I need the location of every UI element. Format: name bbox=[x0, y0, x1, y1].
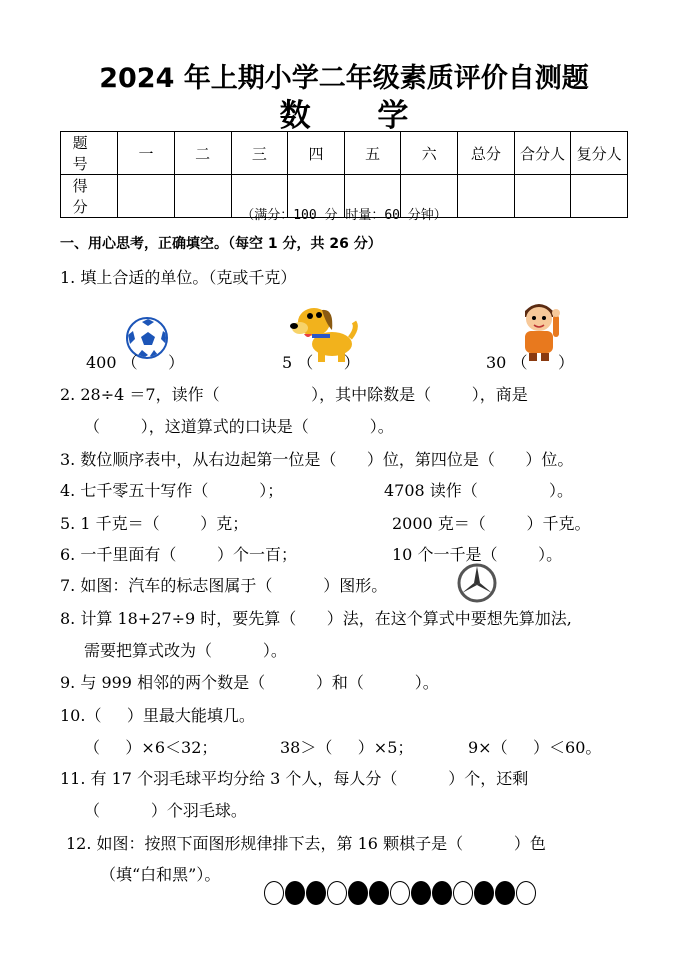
question-4-b: 4708 读作（ ）。 bbox=[384, 481, 574, 500]
white-bead-icon bbox=[516, 881, 536, 905]
score-header-cell: 题 号 bbox=[61, 132, 118, 175]
question-2: 2. 28÷4 ＝7，读作（ ），其中除数是（ ），商是 bbox=[60, 385, 528, 404]
score-row-label: 得 分 bbox=[61, 175, 118, 218]
score-header-cell: 三 bbox=[231, 132, 288, 175]
black-bead-icon bbox=[495, 881, 515, 905]
score-header-cell: 二 bbox=[174, 132, 231, 175]
score-header-cell: 合分人 bbox=[514, 132, 571, 175]
section-heading: 一、用心思考，正确填空。（每空 1 分，共 26 分） bbox=[60, 236, 382, 252]
exam-title: 2024 年上期小学二年级素质评价自测题 bbox=[99, 63, 589, 94]
question-9: 9. 与 999 相邻的两个数是（ ）和（ ）。 bbox=[60, 673, 439, 692]
black-bead-icon bbox=[369, 881, 389, 905]
question-6-b: 10 个一千是（ ）。 bbox=[392, 545, 563, 564]
score-header-cell: 五 bbox=[344, 132, 401, 175]
q1-item: 5 （ ） bbox=[282, 353, 360, 372]
score-header-row bbox=[61, 132, 628, 175]
exam-note: （满分：100 分 时量：60 分钟） bbox=[241, 208, 447, 223]
bead-pattern bbox=[264, 881, 536, 905]
question-8: 8. 计算 18+27÷9 时，要先算（ ）法，在这个算式中要想先算加法, bbox=[60, 609, 572, 628]
question-8-cont: 需要把算式改为（ ）。 bbox=[84, 641, 287, 660]
question-11: 11. 有 17 个羽毛球平均分给 3 个人，每人分（ ）个，还剩 bbox=[60, 769, 529, 788]
question-1: 1. 填上合适的单位。（克或千克） bbox=[60, 268, 297, 287]
car-logo-icon bbox=[455, 563, 499, 603]
white-bead-icon bbox=[264, 881, 284, 905]
q1-item: 30 （ ） bbox=[486, 353, 574, 372]
q10-item: （ ）×6＜32； bbox=[84, 738, 218, 757]
q10-item: 38＞（ ）×5； bbox=[280, 738, 414, 757]
question-12: 12. 如图：按照下面图形规律排下去，第 16 颗棋子是（ ）色 bbox=[66, 834, 546, 853]
question-10: 10.（ ）里最大能填几。 bbox=[60, 706, 255, 725]
question-7: 7. 如图：汽车的标志图属于（ ）图形。 bbox=[60, 576, 388, 595]
black-bead-icon bbox=[306, 881, 326, 905]
white-bead-icon bbox=[327, 881, 347, 905]
black-bead-icon bbox=[432, 881, 452, 905]
question-5-b: 2000 克＝（ ）千克。 bbox=[392, 514, 591, 533]
question-5: 5. 1 千克＝（ ）克； bbox=[60, 514, 249, 533]
question-4: 4. 七千零五十写作（ ）； bbox=[60, 481, 284, 500]
question-6: 6. 一千里面有（ ）个一百； bbox=[60, 545, 298, 564]
score-header-cell: 一 bbox=[118, 132, 175, 175]
black-bead-icon bbox=[285, 881, 305, 905]
score-header-cell: 总分 bbox=[458, 132, 515, 175]
question-3: 3. 数位顺序表中，从右边起第一位是（ ）位，第四位是（ ）位。 bbox=[60, 450, 574, 469]
white-bead-icon bbox=[390, 881, 410, 905]
white-bead-icon bbox=[453, 881, 473, 905]
subject-title: 数 学 bbox=[279, 98, 437, 134]
score-header-cell: 复分人 bbox=[571, 132, 628, 175]
score-header-cell: 四 bbox=[288, 132, 345, 175]
score-header-cell: 六 bbox=[401, 132, 458, 175]
black-bead-icon bbox=[411, 881, 431, 905]
question-12-cont: （填“白和黑”）。 bbox=[100, 865, 221, 884]
black-bead-icon bbox=[348, 881, 368, 905]
question-2-cont: （ ），这道算式的口诀是（ ）。 bbox=[84, 417, 394, 436]
q1-item: 400 （ ） bbox=[86, 353, 185, 372]
black-bead-icon bbox=[474, 881, 494, 905]
question-11-cont: （ ）个羽毛球。 bbox=[84, 801, 247, 820]
q10-item: 9×（ ）＜60。 bbox=[468, 738, 602, 757]
